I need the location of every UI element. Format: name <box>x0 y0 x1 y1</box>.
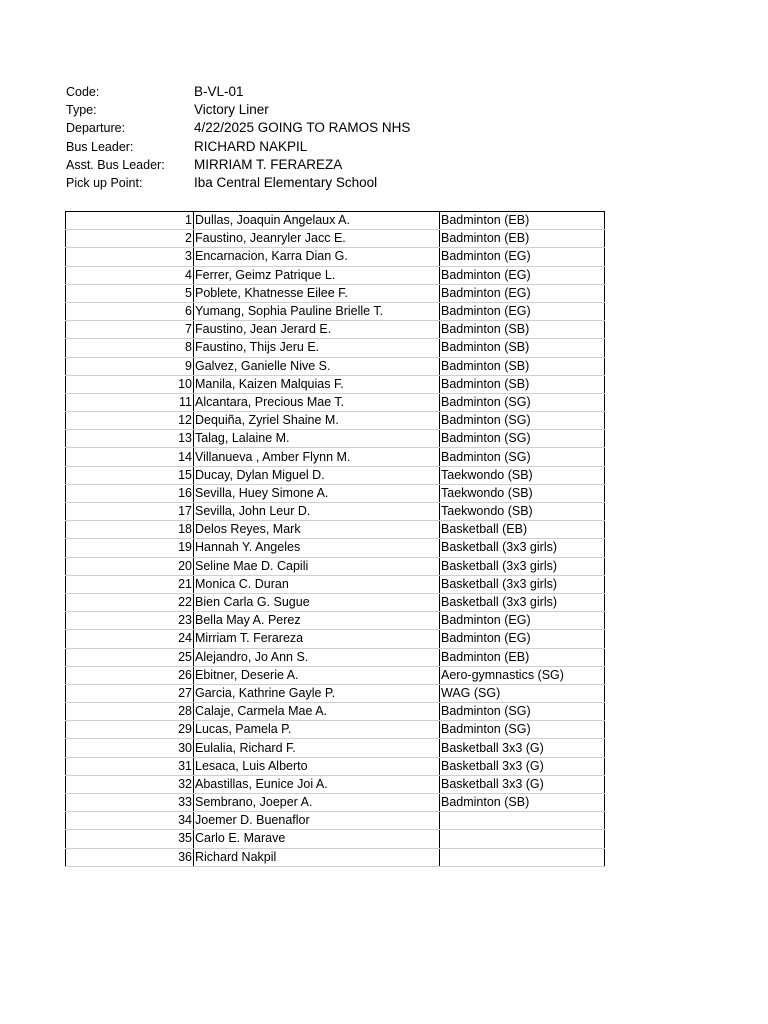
passenger-name: Alejandro, Jo Ann S. <box>194 648 440 666</box>
passenger-name: Yumang, Sophia Pauline Brielle T. <box>194 302 440 320</box>
table-row <box>66 302 605 320</box>
table-row <box>66 357 605 375</box>
table-row <box>66 739 605 757</box>
row-number: 11 <box>66 393 194 411</box>
row-number: 14 <box>66 448 194 466</box>
row-number: 12 <box>66 412 194 430</box>
event-name: Badminton (SG) <box>440 430 605 448</box>
row-number: 19 <box>66 539 194 557</box>
row-number: 7 <box>66 321 194 339</box>
table-row <box>66 430 605 448</box>
passenger-name: Alcantara, Precious Mae T. <box>194 393 440 411</box>
table-row <box>66 575 605 593</box>
table-row <box>66 684 605 702</box>
departure-value: 4/22/2025 GOING TO RAMOS NHS <box>194 120 411 136</box>
row-number: 4 <box>66 266 194 284</box>
passenger-name: Sembrano, Joeper A. <box>194 794 440 812</box>
table-row <box>66 757 605 775</box>
row-number: 23 <box>66 612 194 630</box>
row-number: 35 <box>66 830 194 848</box>
type-value: Victory Liner <box>194 102 269 118</box>
row-number: 16 <box>66 484 194 502</box>
event-name: Badminton (SG) <box>440 721 605 739</box>
event-name: Basketball (3x3 girls) <box>440 575 605 593</box>
row-number: 18 <box>66 521 194 539</box>
event-name: Taekwondo (SB) <box>440 466 605 484</box>
passenger-name: Delos Reyes, Mark <box>194 521 440 539</box>
pickup-label: Pick up Point: <box>66 175 143 190</box>
passenger-name: Lesaca, Luis Alberto <box>194 757 440 775</box>
event-name: Aero-gymnastics (SG) <box>440 666 605 684</box>
passenger-name: Hannah Y. Angeles <box>194 539 440 557</box>
event-name: Badminton (SG) <box>440 412 605 430</box>
table-row <box>66 284 605 302</box>
passenger-name: Carlo E. Marave <box>194 830 440 848</box>
row-number: 5 <box>66 284 194 302</box>
table-row <box>66 721 605 739</box>
row-number: 21 <box>66 575 194 593</box>
row-number: 10 <box>66 375 194 393</box>
passenger-name: Calaje, Carmela Mae A. <box>194 703 440 721</box>
bus-leader-label: Bus Leader: <box>66 139 134 154</box>
row-number: 28 <box>66 703 194 721</box>
row-number: 27 <box>66 684 194 702</box>
table-row <box>66 521 605 539</box>
row-number: 33 <box>66 794 194 812</box>
event-name: Badminton (EG) <box>440 612 605 630</box>
passenger-name: Richard Nakpil <box>194 848 440 866</box>
passenger-name: Bien Carla G. Sugue <box>194 593 440 611</box>
event-name <box>440 812 605 830</box>
passenger-name: Dequiña, Zyriel Shaine M. <box>194 412 440 430</box>
event-name: Badminton (SB) <box>440 375 605 393</box>
table-row <box>66 666 605 684</box>
passenger-name: Encarnacion, Karra Dian G. <box>194 248 440 266</box>
row-number: 22 <box>66 593 194 611</box>
table-row <box>66 593 605 611</box>
passenger-name: Garcia, Kathrine Gayle P. <box>194 684 440 702</box>
table-row <box>66 775 605 793</box>
event-name: Badminton (SB) <box>440 794 605 812</box>
event-name: Basketball (3x3 girls) <box>440 539 605 557</box>
event-name: Basketball 3x3 (G) <box>440 775 605 793</box>
table-row <box>66 848 605 866</box>
passenger-name: Villanueva , Amber Flynn M. <box>194 448 440 466</box>
event-name: Taekwondo (SB) <box>440 484 605 502</box>
event-name: Badminton (EG) <box>440 248 605 266</box>
table-row <box>66 812 605 830</box>
passenger-name: Talag, Lalaine M. <box>194 430 440 448</box>
passenger-name: Ducay, Dylan Miguel D. <box>194 466 440 484</box>
row-number: 25 <box>66 648 194 666</box>
row-number: 34 <box>66 812 194 830</box>
table-row <box>66 375 605 393</box>
row-number: 1 <box>66 212 194 230</box>
row-number: 20 <box>66 557 194 575</box>
event-name: Badminton (EG) <box>440 630 605 648</box>
event-name: Badminton (EG) <box>440 284 605 302</box>
passenger-roster-table <box>65 211 605 867</box>
event-name <box>440 848 605 866</box>
row-number: 32 <box>66 775 194 793</box>
table-row <box>66 412 605 430</box>
passenger-name: Sevilla, John Leur D. <box>194 503 440 521</box>
passenger-name: Manila, Kaizen Malquias F. <box>194 375 440 393</box>
passenger-name: Seline Mae D. Capili <box>194 557 440 575</box>
row-number: 36 <box>66 848 194 866</box>
passenger-name: Dullas, Joaquin Angelaux A. <box>194 212 440 230</box>
passenger-name: Sevilla, Huey Simone A. <box>194 484 440 502</box>
code-label: Code: <box>66 85 100 99</box>
table-row <box>66 248 605 266</box>
row-number: 29 <box>66 721 194 739</box>
row-number: 8 <box>66 339 194 357</box>
row-number: 3 <box>66 248 194 266</box>
row-number: 31 <box>66 757 194 775</box>
event-name <box>440 830 605 848</box>
table-row <box>66 393 605 411</box>
event-name: Badminton (EB) <box>440 648 605 666</box>
type-label: Type: <box>66 103 97 118</box>
passenger-name: Faustino, Thijs Jeru E. <box>194 339 440 357</box>
passenger-name: Faustino, Jean Jerard E. <box>194 321 440 339</box>
row-number: 24 <box>66 630 194 648</box>
event-name: WAG (SG) <box>440 684 605 702</box>
bus-leader-value: RICHARD NAKPIL <box>194 138 308 154</box>
event-name: Basketball (EB) <box>440 521 605 539</box>
event-name: Badminton (SB) <box>440 321 605 339</box>
passenger-name: Eulalia, Richard F. <box>194 739 440 757</box>
row-number: 15 <box>66 466 194 484</box>
row-number: 9 <box>66 357 194 375</box>
event-name: Badminton (SB) <box>440 339 605 357</box>
event-name: Basketball 3x3 (G) <box>440 739 605 757</box>
table-row <box>66 448 605 466</box>
code-value: B-VL-01 <box>194 84 244 99</box>
table-row <box>66 212 605 230</box>
table-row <box>66 339 605 357</box>
table-row <box>66 630 605 648</box>
event-name: Basketball (3x3 girls) <box>440 557 605 575</box>
row-number: 2 <box>66 230 194 248</box>
event-name: Badminton (SG) <box>440 393 605 411</box>
table-row <box>66 466 605 484</box>
row-number: 17 <box>66 503 194 521</box>
event-name: Badminton (EG) <box>440 266 605 284</box>
event-name: Badminton (EG) <box>440 302 605 320</box>
event-name: Basketball 3x3 (G) <box>440 757 605 775</box>
asst-bus-leader-value: MIRRIAM T. FERAREZA <box>194 156 343 172</box>
passenger-name: Ebitner, Deserie A. <box>194 666 440 684</box>
table-row <box>66 266 605 284</box>
passenger-name: Galvez, Ganielle Nive S. <box>194 357 440 375</box>
passenger-name: Faustino, Jeanryler Jacc E. <box>194 230 440 248</box>
passenger-name: Bella May A. Perez <box>194 612 440 630</box>
passenger-name: Monica C. Duran <box>194 575 440 593</box>
table-row <box>66 321 605 339</box>
event-name: Badminton (SB) <box>440 357 605 375</box>
table-row <box>66 230 605 248</box>
table-row <box>66 794 605 812</box>
row-number: 26 <box>66 666 194 684</box>
event-name: Badminton (SG) <box>440 703 605 721</box>
table-row <box>66 648 605 666</box>
passenger-name: Poblete, Khatnesse Eilee F. <box>194 284 440 302</box>
passenger-name: Ferrer, Geimz Patrique L. <box>194 266 440 284</box>
table-row <box>66 612 605 630</box>
table-row <box>66 557 605 575</box>
row-number: 6 <box>66 302 194 320</box>
passenger-name: Lucas, Pamela P. <box>194 721 440 739</box>
event-name: Badminton (SG) <box>440 448 605 466</box>
row-number: 13 <box>66 430 194 448</box>
table-row <box>66 703 605 721</box>
table-row <box>66 830 605 848</box>
event-name: Badminton (EB) <box>440 212 605 230</box>
row-number: 30 <box>66 739 194 757</box>
passenger-name: Abastillas, Eunice Joi A. <box>194 775 440 793</box>
pickup-value: Iba Central Elementary School <box>194 174 378 190</box>
asst-bus-leader-label: Asst. Bus Leader: <box>66 157 165 172</box>
event-name: Basketball (3x3 girls) <box>440 593 605 611</box>
departure-label: Departure: <box>66 121 126 136</box>
table-row <box>66 503 605 521</box>
event-name: Taekwondo (SB) <box>440 503 605 521</box>
passenger-name: Joemer D. Buenaflor <box>194 812 440 830</box>
table-row <box>66 484 605 502</box>
event-name: Badminton (EB) <box>440 230 605 248</box>
passenger-name: Mirriam T. Ferareza <box>194 630 440 648</box>
table-row <box>66 539 605 557</box>
